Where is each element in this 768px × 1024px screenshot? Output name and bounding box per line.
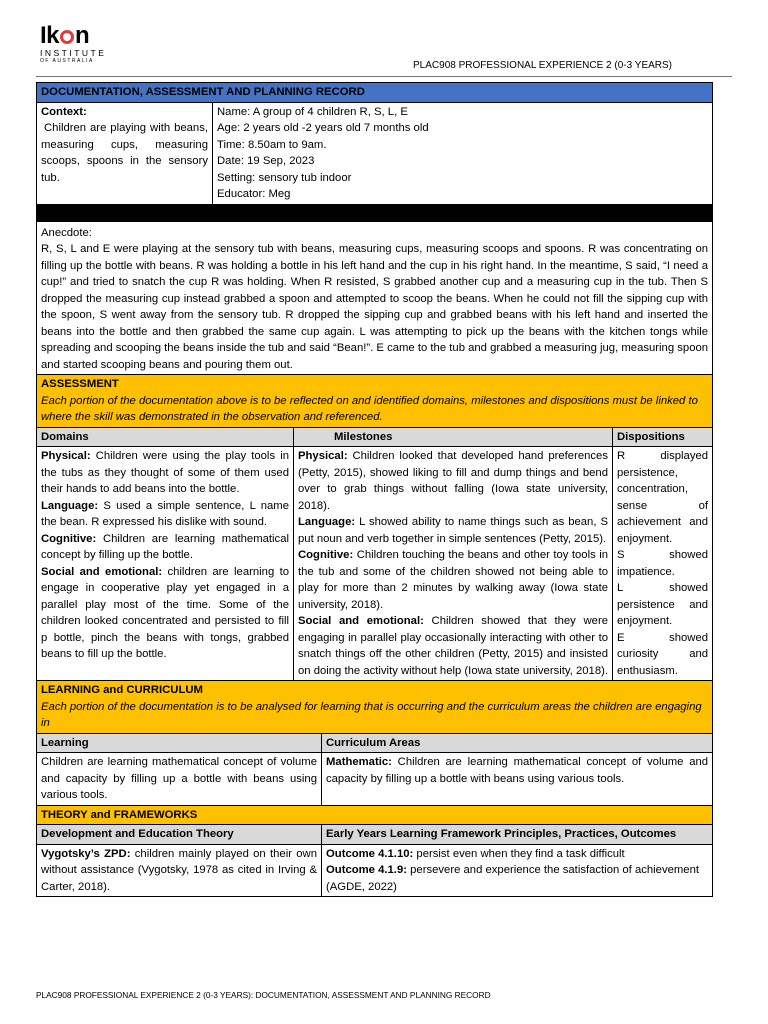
curriculum-cell: Mathematic: Children are learning mathematical concept of volume and capacity by filling up a bottle with beans using various tools. [322,753,713,806]
col-curriculum: Curriculum Areas [322,733,713,753]
page-footer: PLAC908 PROFESSIONAL EXPERIENCE 2 (0-3 YEARS): DOCUMENTATION, ASSESSMENT AND PLANNING RECORD [36,990,491,1000]
page-header: PLAC908 PROFESSIONAL EXPERIENCE 2 (0-3 YEARS) [413,60,672,71]
observation-date: Date: 19 Sep, 2023 [217,155,315,167]
logo-o-ring-icon [60,30,74,44]
learning-cell: Children are learning mathematical concept of volume and capacity by filling up a bottle with beans using various tools. [37,753,322,806]
header-divider [36,76,732,77]
observation-time: Time: 8.50am to 9am. [217,138,327,151]
assessment-header [37,375,713,428]
logo-text-b: n [75,22,90,49]
learning-heading: LEARNING and CURRICULUM [41,684,203,696]
col-domains: Domains [37,427,294,447]
assessment-row [37,447,713,681]
col-dispositions: Dispositions [613,427,713,447]
child-names: Name: A group of 4 children R, S, L, E [217,105,408,118]
child-ages: Age: 2 years old -2 years old 7 months old [217,122,429,134]
milestone-item: Language: L showed ability to name things such as bean, S put noun and verb together in simple sentences (Petty, 2015). [298,516,608,545]
milestone-item: Physical: Children looked that developed hand preferences (Petty, 2015), showed liking to fill and dump things and bend over to grab things without falling (Iowa state university, 2018). [298,450,608,512]
theory-heading: THEORY and FRAMEWORKS [37,805,713,825]
assessment-heading: ASSESSMENT [41,378,119,390]
educator-name: Educator: Meg [217,188,291,200]
context-details [213,102,713,204]
theory-row [37,844,713,897]
col-milestones: Milestones [294,427,613,447]
col-learning: Learning [37,733,322,753]
milestone-item: Social and emotional: Children showed that they were engaging in parallel play occasionally interacting with other to snatch things off the other children (Petty, 2015) and insisted on doing the activity without help (Iowa state university, 2018). [298,615,608,677]
context-cell [37,102,213,204]
milestones-cell [294,447,613,681]
assessment-note: Each portion of the documentation above is to be reflected on and identified domains, milestones and dispositions must be linked to where the skill was demonstrated in the observation and referenced. [41,394,698,423]
logo-text-a: Ik [40,22,60,49]
anecdote-text: R, S, L and E were playing at the sensory tub with beans, measuring cups, measuring scoops and spoons. R was concentrating on filling up the bottle with beans. R was holding a bottle in his left hand and the cup in his right hand. In the meantime, S said, “I need a cup!” and tried to snatch the cup R was holding. When R resisted, S grabbed another cup and a measuring cup in the tub. Then S dropped the measuring cup instead grabbed a spoon and attempted to scoop the beans. When he could not fill the sipping cup with the spoon, S went away from the sensory tub. R dropped the sipping cup and grabbed beans with his left hand and inserted the beans into the bottle and then grabbed the same cup again. L was attempting to pick up the beans with the kitchen tongs while spreading and scooping the beans inside the tub and said “Bean!”. E came to the tub and grabbed a measuring jug, measuring spoon and started scooping beans and pouring them out. [41,243,709,371]
learning-header [37,681,713,734]
disposition-item: L showed persistence and enjoyment. [617,582,709,627]
domain-item: Physical: Children were using the play tools in the tubs as they thought of some of them used their hands to add beans into the bottle. [41,450,289,495]
disposition-item: E showed curiosity and enthusiasm. [617,631,709,677]
record-table [36,82,713,897]
context-text: Children are playing with beans, measuring cups, measuring scoops, spoons in the sensory tub. [41,122,208,184]
context-row [37,102,713,204]
logo-wordmark [40,24,110,48]
domains-cell [37,447,294,681]
eylf-cell [322,844,713,897]
outcome-item: Outcome 4.1.9: persevere and experience the satisfaction of achievement (AGDE, 2022) [326,864,700,893]
context-label: Context: [41,105,87,118]
dispositions-cell [613,447,713,681]
anecdote-label: Anecdote: [41,226,92,239]
observation-setting: Setting: sensory tub indoor [217,171,352,184]
outcome-item: Outcome 4.1.10: persist even when they find a task difficult [326,847,625,860]
domain-item: Social and emotional: children are learning to engage in cooperative play yet engaged in a parallel play most of the time. Some of the children looked concentrated and persisted to fill p bottle, pinch the beans with tongs, grabbed beans to fill up the bottle. [41,565,289,660]
col-eylf: Early Years Learning Framework Principles, Practices, Outcomes [322,825,713,845]
ikon-logo [40,24,110,64]
dev-theory-cell: Vygotsky’s ZPD: children mainly played on their own without assistance (Vygotsky, 1978 as cited in Irving & Carter, 2018). [37,844,322,897]
logo-subtitle-small: OF AUSTRALIA [40,58,94,64]
record-title: DOCUMENTATION, ASSESSMENT AND PLANNING RECORD [37,83,713,103]
learning-note: Each portion of the documentation is to be analysed for learning that is occurring and the curriculum areas the children are engaging in [41,700,702,729]
anecdote-cell [37,221,713,375]
domain-item: Cognitive: Children are learning mathematical concept by filling up the bottle. [41,532,289,561]
milestone-item: Cognitive: Children touching the beans and other toy tools in the tub and some of the children showed not being able to play for more than 2 minutes by walking away (Iowa state university, 2018). [298,549,608,611]
logo-subtitle: INSTITUTE [40,48,107,58]
disposition-item: S showed impatience. [617,549,709,578]
learning-row [37,753,713,806]
disposition-item: R displayed persistence, concentration, sense of achievement and enjoyment. [617,450,709,545]
col-dev-theory: Development and Education Theory [37,825,322,845]
section-separator [37,204,713,221]
domain-item: Language: S used a simple sentence, L name the bean. R expressed his dislike with sound. [41,499,289,528]
